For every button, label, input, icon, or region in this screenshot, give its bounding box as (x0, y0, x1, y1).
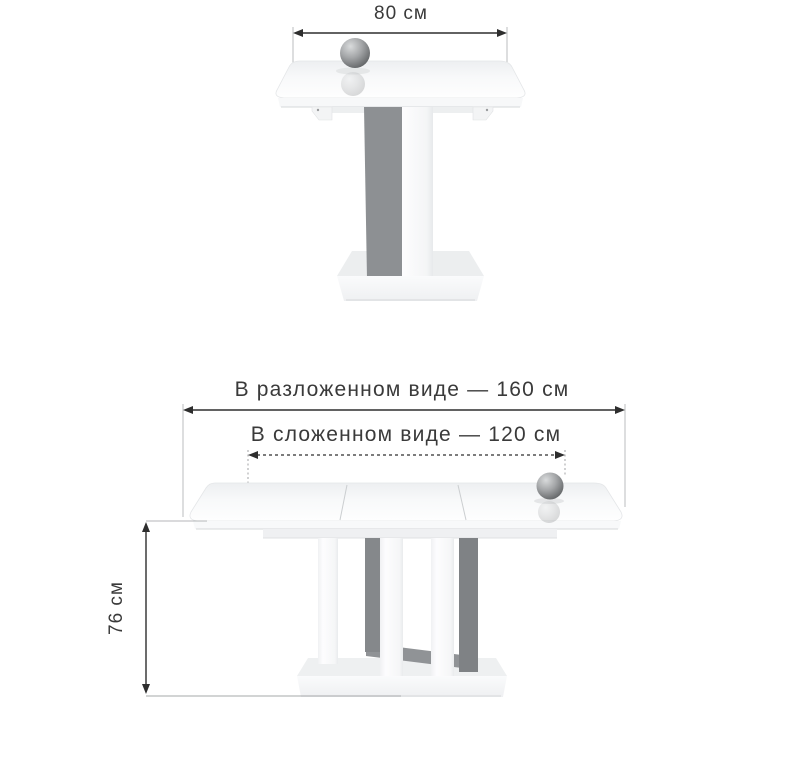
leg-gray-post-left (365, 538, 380, 652)
sphere-reflection (341, 72, 365, 96)
tabletop-front-edge (193, 521, 621, 529)
arrow-head-right-icon (555, 451, 565, 459)
extended-dimension-label: В разложенном виде — 160 см (234, 378, 570, 401)
support-bracket-left (312, 107, 332, 120)
arrow-head-left-icon (293, 29, 303, 37)
decor-sphere-icon (340, 38, 370, 68)
base-front-face (297, 676, 507, 697)
arrow-head-bottom-icon (142, 684, 150, 694)
folded-width-dimension (248, 423, 565, 488)
arrow-head-right-icon (497, 29, 507, 37)
screw-dot-left (317, 109, 319, 111)
arrow-head-left-icon (248, 451, 258, 459)
height-dimension-label: 76 см (106, 581, 127, 635)
support-bracket-right (473, 107, 493, 120)
tabletop-surface (276, 61, 525, 98)
apron (263, 529, 557, 538)
base-front-face (337, 276, 484, 301)
arrow-head-top-icon (142, 522, 150, 532)
leg-gray-post-right (459, 538, 478, 672)
width-dimension-label: 80 см (374, 3, 428, 24)
screw-dot-right (486, 109, 488, 111)
pedestal-white-panel (402, 107, 433, 279)
extended-view (106, 378, 625, 697)
arrow-head-right-icon (615, 406, 625, 414)
leg-white-post-1 (318, 538, 338, 664)
tabletop-front-edge (278, 98, 523, 107)
top-view (276, 3, 525, 301)
sphere-reflection (538, 501, 560, 523)
arrow-head-left-icon (183, 406, 193, 414)
pedestal-gray-panel (364, 107, 402, 279)
leg-white-post-2 (380, 538, 403, 678)
folded-dimension-label: В сложенном виде — 120 см (250, 423, 562, 446)
folded-table (276, 38, 525, 301)
extended-table (190, 473, 622, 698)
leg-white-post-3 (431, 538, 454, 678)
decor-sphere-icon (537, 473, 564, 500)
